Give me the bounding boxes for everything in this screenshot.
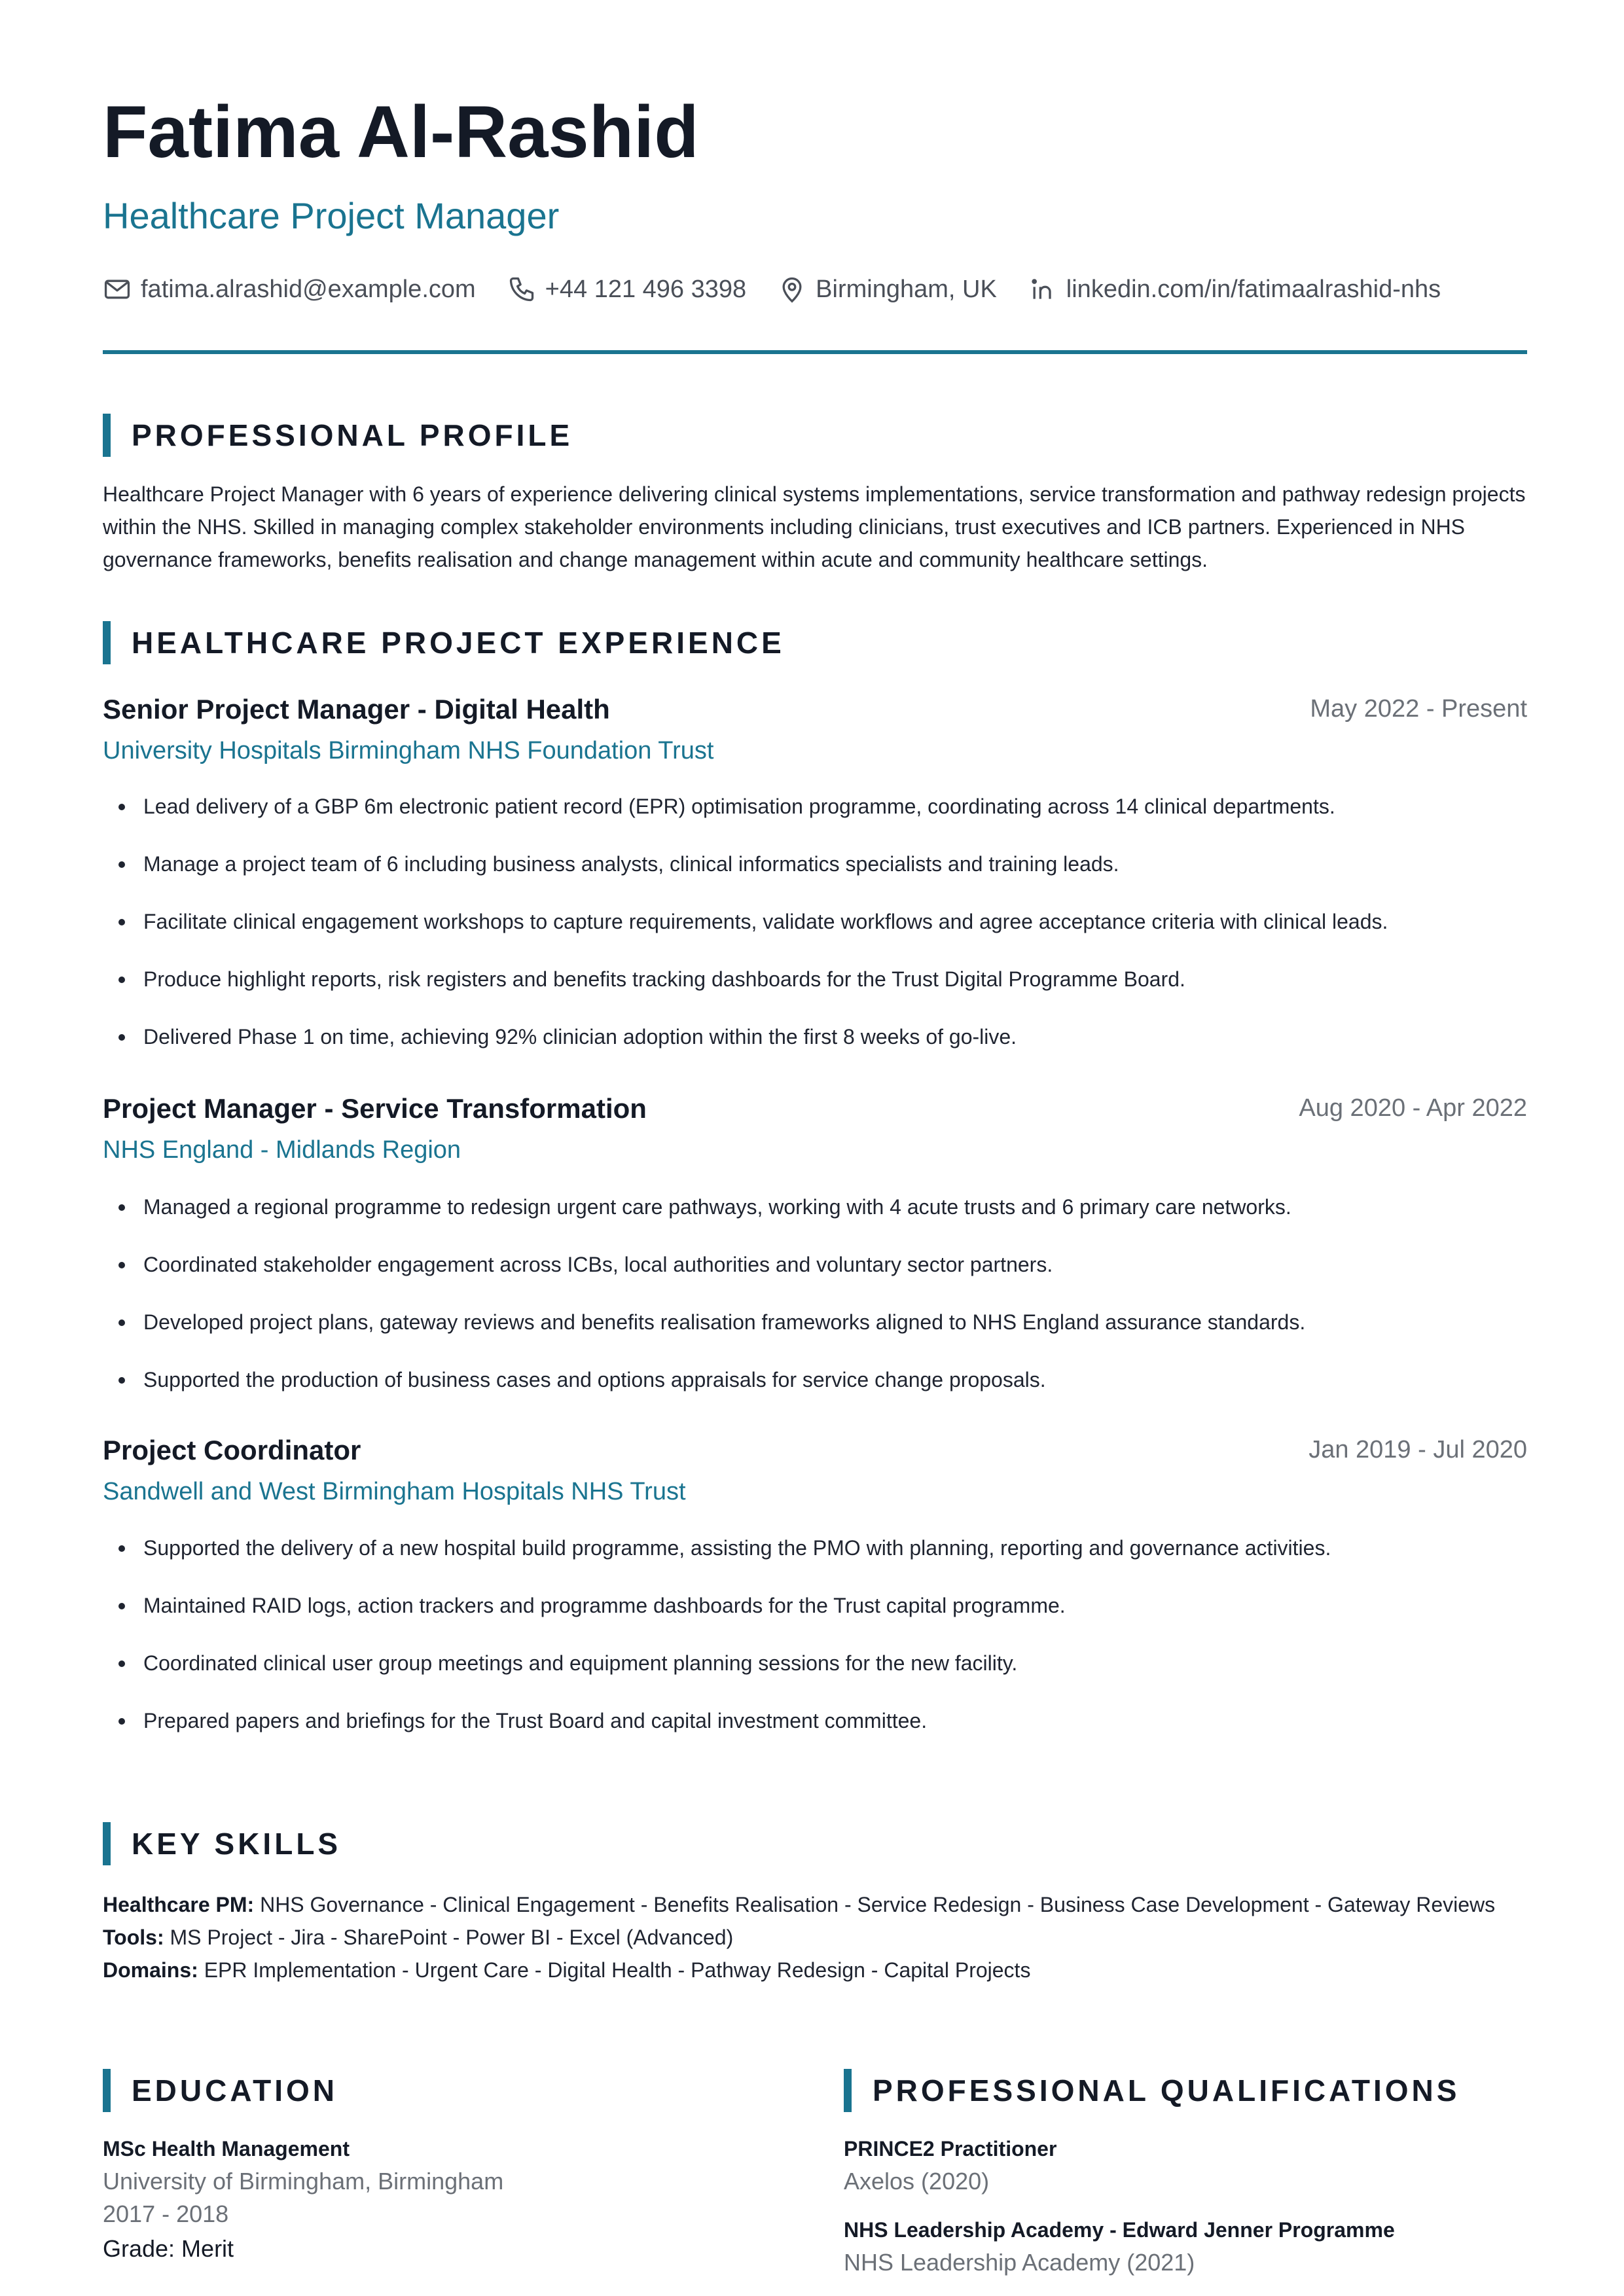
list-item: Supported the production of business cases and options appraisals for service change proposals. xyxy=(103,1367,1305,1424)
skills-row xyxy=(103,1921,1527,1954)
qualification-entry xyxy=(844,2214,1395,2279)
section-title: KEY SKILLS xyxy=(132,1827,342,1861)
email-text: fatima.alrashid@example.com xyxy=(141,275,476,303)
skills-row xyxy=(103,1888,1527,1921)
qualification-name: NHS Leadership Academy - Edward Jenner Programme xyxy=(844,2218,1395,2242)
section-qualifications xyxy=(844,2069,1460,2112)
section-title: EDUCATION xyxy=(132,2073,338,2108)
job-dates: May 2022 - Present xyxy=(1310,695,1527,723)
list-item: Prepared papers and briefings for the Trust Board and capital investment committee. xyxy=(103,1708,1331,1765)
mail-icon xyxy=(103,275,132,304)
candidate-title: Healthcare Project Manager xyxy=(103,195,560,236)
skills-row xyxy=(103,1954,1527,1986)
skills-value: MS Project - Jira - SharePoint - Power BI - Excel (Advanced) xyxy=(170,1926,734,1949)
header-divider xyxy=(103,350,1527,354)
section-accent-bar xyxy=(103,1822,111,1865)
section-title: PROFESSIONAL QUALIFICATIONS xyxy=(873,2073,1460,2108)
job-organisation: University Hospitals Birmingham NHS Foundation Trust xyxy=(103,737,714,764)
list-item: Coordinated stakeholder engagement across ICBs, local authorities and voluntary sector partners. xyxy=(103,1251,1305,1309)
section-experience xyxy=(103,621,785,664)
job-bullets xyxy=(103,1535,1331,1765)
section-title: HEALTHCARE PROJECT EXPERIENCE xyxy=(132,626,785,660)
skills-label: Healthcare PM: xyxy=(103,1893,255,1916)
section-title: PROFESSIONAL PROFILE xyxy=(132,418,573,452)
job-title: Project Manager - Service Transformation xyxy=(103,1093,647,1124)
education-years: 2017 - 2018 xyxy=(103,2200,229,2227)
qualification-detail: NHS Leadership Academy (2021) xyxy=(844,2249,1195,2276)
list-item: Coordinated clinical user group meetings and equipment planning sessions for the new facility. xyxy=(103,1650,1331,1708)
skills-label: Domains: xyxy=(103,1958,198,1982)
list-item: Supported the delivery of a new hospital build programme, assisting the PMO with planning, reporting and governance activities. xyxy=(103,1535,1331,1592)
linkedin-text: linkedin.com/in/fatimaalrashid-nhs xyxy=(1066,275,1441,303)
location-pin-icon xyxy=(778,275,806,304)
list-item: Developed project plans, gateway reviews and benefits realisation frameworks aligned to NHS England assurance standards. xyxy=(103,1309,1305,1367)
education-grade: Grade: Merit xyxy=(103,2235,234,2262)
section-profile xyxy=(103,414,573,457)
job-organisation: Sandwell and West Birmingham Hospitals NHS Trust xyxy=(103,1478,686,1505)
job-bullets xyxy=(103,1194,1305,1424)
qualification-name: PRINCE2 Practitioner xyxy=(844,2137,1057,2161)
list-item: Produce highlight reports, risk registers and benefits tracking dashboards for the Trust Digital Programme Board. xyxy=(103,966,1388,1024)
section-education xyxy=(103,2069,338,2112)
contact-phone[interactable] xyxy=(507,275,746,304)
list-item: Manage a project team of 6 including business analysts, clinical informatics specialists and training leads. xyxy=(103,851,1388,908)
list-item: Managed a regional programme to redesign urgent care pathways, working with 4 acute trusts and 6 primary care networks. xyxy=(103,1194,1305,1251)
contact-email[interactable] xyxy=(103,275,476,304)
contact-linkedin[interactable] xyxy=(1028,275,1441,304)
skills-list xyxy=(103,1888,1527,1986)
list-item: Lead delivery of a GBP 6m electronic patient record (EPR) optimisation programme, coordinating across 14 clinical departments. xyxy=(103,793,1388,851)
phone-icon xyxy=(507,275,536,304)
section-skills xyxy=(103,1822,341,1865)
candidate-name: Fatima Al-Rashid xyxy=(103,91,699,173)
list-item: Delivered Phase 1 on time, achieving 92% clinician adoption within the first 8 weeks of go-live. xyxy=(103,1024,1388,1081)
section-accent-bar xyxy=(103,621,111,664)
skills-value: EPR Implementation - Urgent Care - Digital Health - Pathway Redesign - Capital Projects xyxy=(204,1958,1031,1982)
skills-value: NHS Governance - Clinical Engagement - Benefits Realisation - Service Redesign - Business Case Development - Gateway Reviews xyxy=(260,1893,1496,1916)
list-item: Maintained RAID logs, action trackers and programme dashboards for the Trust capital programme. xyxy=(103,1592,1331,1650)
contact-location xyxy=(778,275,997,304)
institution-name: University of Birmingham, Birmingham xyxy=(103,2168,504,2195)
job-bullets xyxy=(103,793,1388,1081)
skills-label: Tools: xyxy=(103,1926,164,1949)
qualification-entry xyxy=(844,2132,1056,2198)
job-title: Senior Project Manager - Digital Health xyxy=(103,694,610,725)
phone-text: +44 121 496 3398 xyxy=(545,275,747,303)
location-text: Birmingham, UK xyxy=(816,275,997,303)
qualification-detail: Axelos (2020) xyxy=(844,2168,990,2195)
job-title: Project Coordinator xyxy=(103,1435,361,1465)
degree-name: MSc Health Management xyxy=(103,2137,350,2161)
profile-text: Healthcare Project Manager with 6 years of experience delivering clinical systems implementations, service transformation and pathway redesign projects within the NHS. Skilled in managing complex stakeholder environments including clinicians, trust executives and ICB partners. Experienced in NHS governance frameworks, benefits realisation and change management within acute and community healthcare settings. xyxy=(103,482,1526,571)
section-accent-bar xyxy=(103,414,111,457)
list-item: Facilitate clinical engagement workshops to capture requirements, validate workflows and agree acceptance criteria with clinical leads. xyxy=(103,908,1388,966)
linkedin-icon xyxy=(1028,275,1057,304)
education-entry xyxy=(103,2132,503,2267)
job-dates: Aug 2020 - Apr 2022 xyxy=(1299,1094,1527,1122)
section-accent-bar xyxy=(103,2069,111,2112)
job-organisation: NHS England - Midlands Region xyxy=(103,1136,461,1164)
contact-bar xyxy=(103,275,1472,304)
section-accent-bar xyxy=(844,2069,852,2112)
job-dates: Jan 2019 - Jul 2020 xyxy=(1308,1436,1527,1463)
